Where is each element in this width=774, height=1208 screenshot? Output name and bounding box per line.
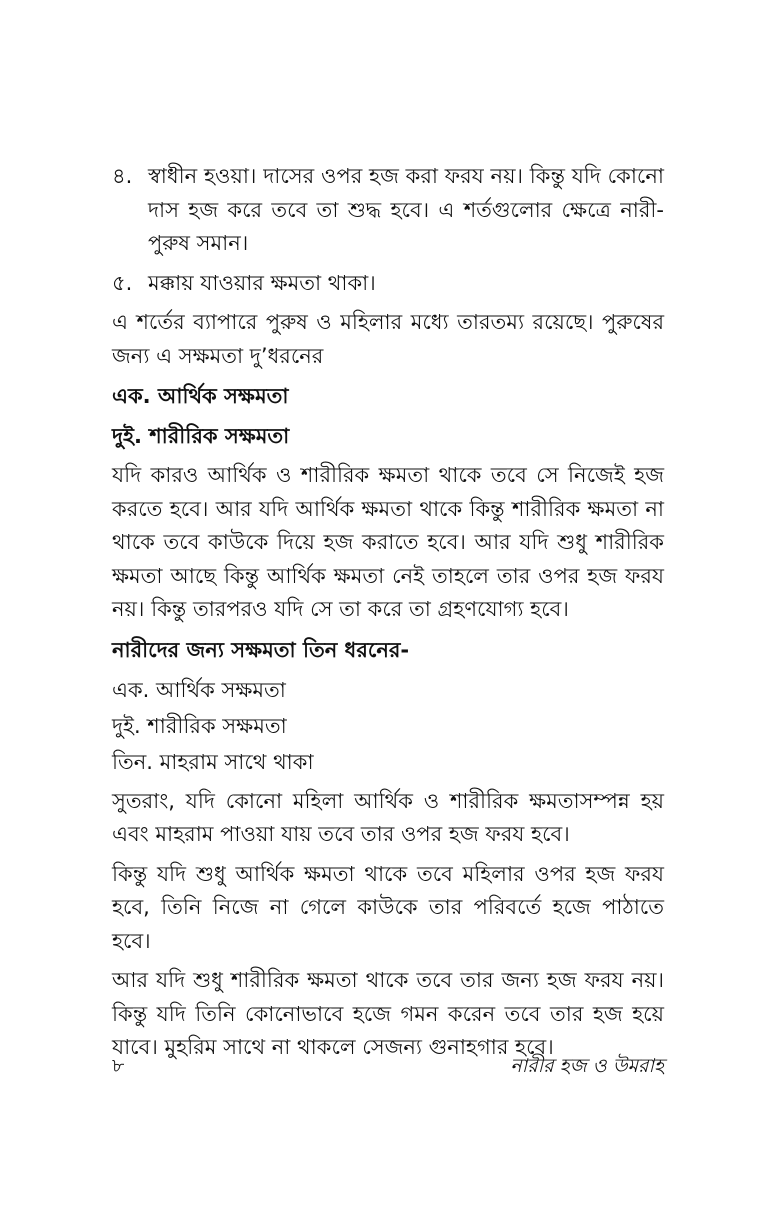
men-paragraph: যদি কারও আর্থিক ও শারীরিক ক্ষমতা থাকে তবে সে নিজেই হজ করতে হবে। আর যদি আর্থিক ক্ষমতা থাকে কিন্তু শারীরিক ক্ষমতা না থাকে তবে কাউকে দিয়ে হজ করাতে হবে। আর যদি শুধু শারীরিক ক্ষমতা আছে কিন্তু আর্থিক ক্ষমতা নেই তাহলে তার ওপর হজ ফরয নয়। কিন্তু তারপরও যদি সে তা করে তা গ্রহণযোগ্য হবে। [112, 463, 664, 621]
list-number: ৪. [112, 164, 133, 188]
list-item [112, 160, 664, 261]
list-item [112, 267, 664, 301]
men-heading-financial: এক. আর্থিক সক্ষমতা [112, 384, 289, 408]
paragraph-physical-only: আর যদি শুধু শারীরিক ক্ষমতা থাকে তবে তার জন্য হজ ফরয নয়। কিন্তু যদি তিনি কোনোভাবে হজে গমন করেন তবে তার হজ হয়ে যাবে। মুহরিম সাথে না থাকলে সেজন্য গুনাহগার হবে। [112, 968, 664, 1059]
page-footer [112, 1052, 664, 1080]
list-text: মক্কায় যাওয়ার ক্ষমতা থাকা। [148, 270, 376, 295]
women-heading: নারীদের জন্য সক্ষমতা তিন ধরনের- [112, 637, 410, 662]
list-text: স্বাধীন হওয়া। দাসের ওপর হজ করা ফরয নয়। কিন্তু যদি কোনো দাস হজ করে তবে তা শুদ্ধ হবে। এ শর্তগুলোর ক্ষেত্রে নারী-পুরুষ সমান। [148, 164, 664, 255]
men-heading-physical: দুই. শারীরিক সক্ষমতা [112, 424, 290, 448]
paragraph-conclusion: সুতরাং, যদি কোনো মহিলা আর্থিক ও শারীরিক ক্ষমতাসম্পন্ন হয় এবং মাহরাম পাওয়া যায় তবে তার ওপর হজ ফরয হবে। [112, 788, 664, 846]
paragraph-financial-only: কিন্তু যদি শুধু আর্থিক ক্ষমতা থাকে তবে মহিলার ওপর হজ ফরয হবে, তিনি নিজে না গেলে কাউকে তার পরিবর্তে হজে পাঠাতে হবে। [112, 861, 664, 953]
women-item-physical: দুই. শারীরিক সক্ষমতা [112, 713, 287, 738]
page-body [112, 160, 664, 1071]
book-title: নারীর হজ ও উমরাহ [510, 1055, 664, 1077]
women-item-financial: এক. আর্থিক সক্ষমতা [112, 677, 286, 702]
page-number: ৮ [112, 1055, 125, 1077]
women-item-mahram: তিন. মাহরাম সাথে থাকা [112, 749, 314, 774]
intro-paragraph: এ শর্তের ব্যাপারে পুরুষ ও মহিলার মধ্যে তারতম্য রয়েছে। পুরুষের জন্য এ সক্ষমতা দু’ধরনের [112, 310, 664, 368]
list-number: ৫. [112, 270, 133, 295]
